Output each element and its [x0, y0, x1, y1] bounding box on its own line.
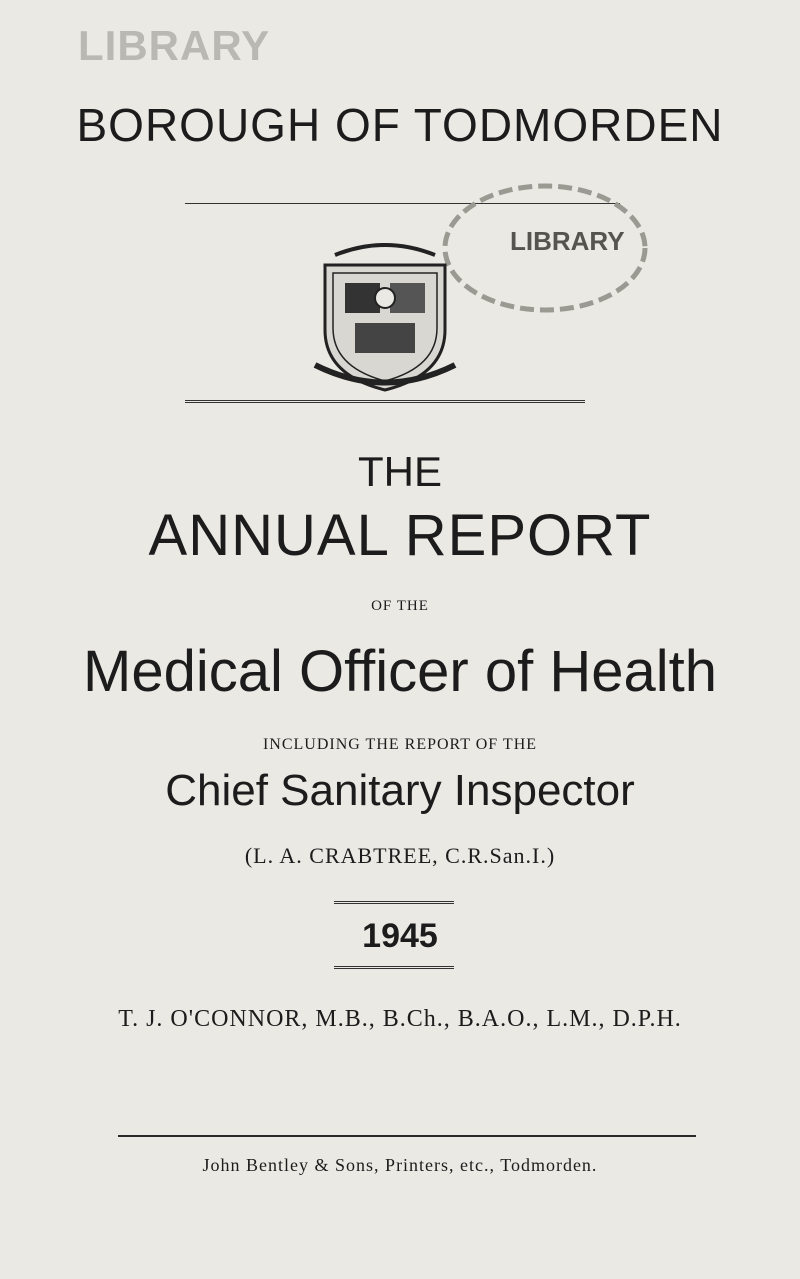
library-stamp-text: LIBRARY	[78, 22, 271, 69]
title-annual-report: ANNUAL REPORT	[148, 503, 652, 568]
title-chief-inspector: Chief Sanitary Inspector	[165, 766, 635, 815]
title-medical-officer: Medical Officer of Health	[83, 639, 717, 704]
library-stamp-mark	[440, 178, 660, 338]
title-of-the: OF THE	[371, 598, 429, 614]
inspector-name: (L. A. CRABTREE, C.R.San.I.)	[244, 843, 556, 868]
title-the: THE	[358, 448, 442, 495]
svg-text:LIBRARY: LIBRARY	[510, 226, 625, 256]
footer-rule	[118, 1135, 696, 1137]
year-rule-bottom	[334, 966, 454, 969]
author-credit: T. J. O'CONNOR, M.B., B.Ch., B.A.O., L.M., D.P.H.	[118, 1006, 682, 1032]
printer-credit: John Bentley & Sons, Printers, etc., Todmorden.	[202, 1155, 598, 1175]
report-year: 1945	[362, 917, 438, 955]
borough-title: BOROUGH OF TODMORDEN	[76, 99, 724, 151]
year-rule-top	[334, 901, 454, 904]
borough-crest-icon	[305, 235, 465, 395]
title-including: INCLUDING THE REPORT OF THE	[262, 736, 538, 753]
crest-rule	[185, 400, 585, 403]
